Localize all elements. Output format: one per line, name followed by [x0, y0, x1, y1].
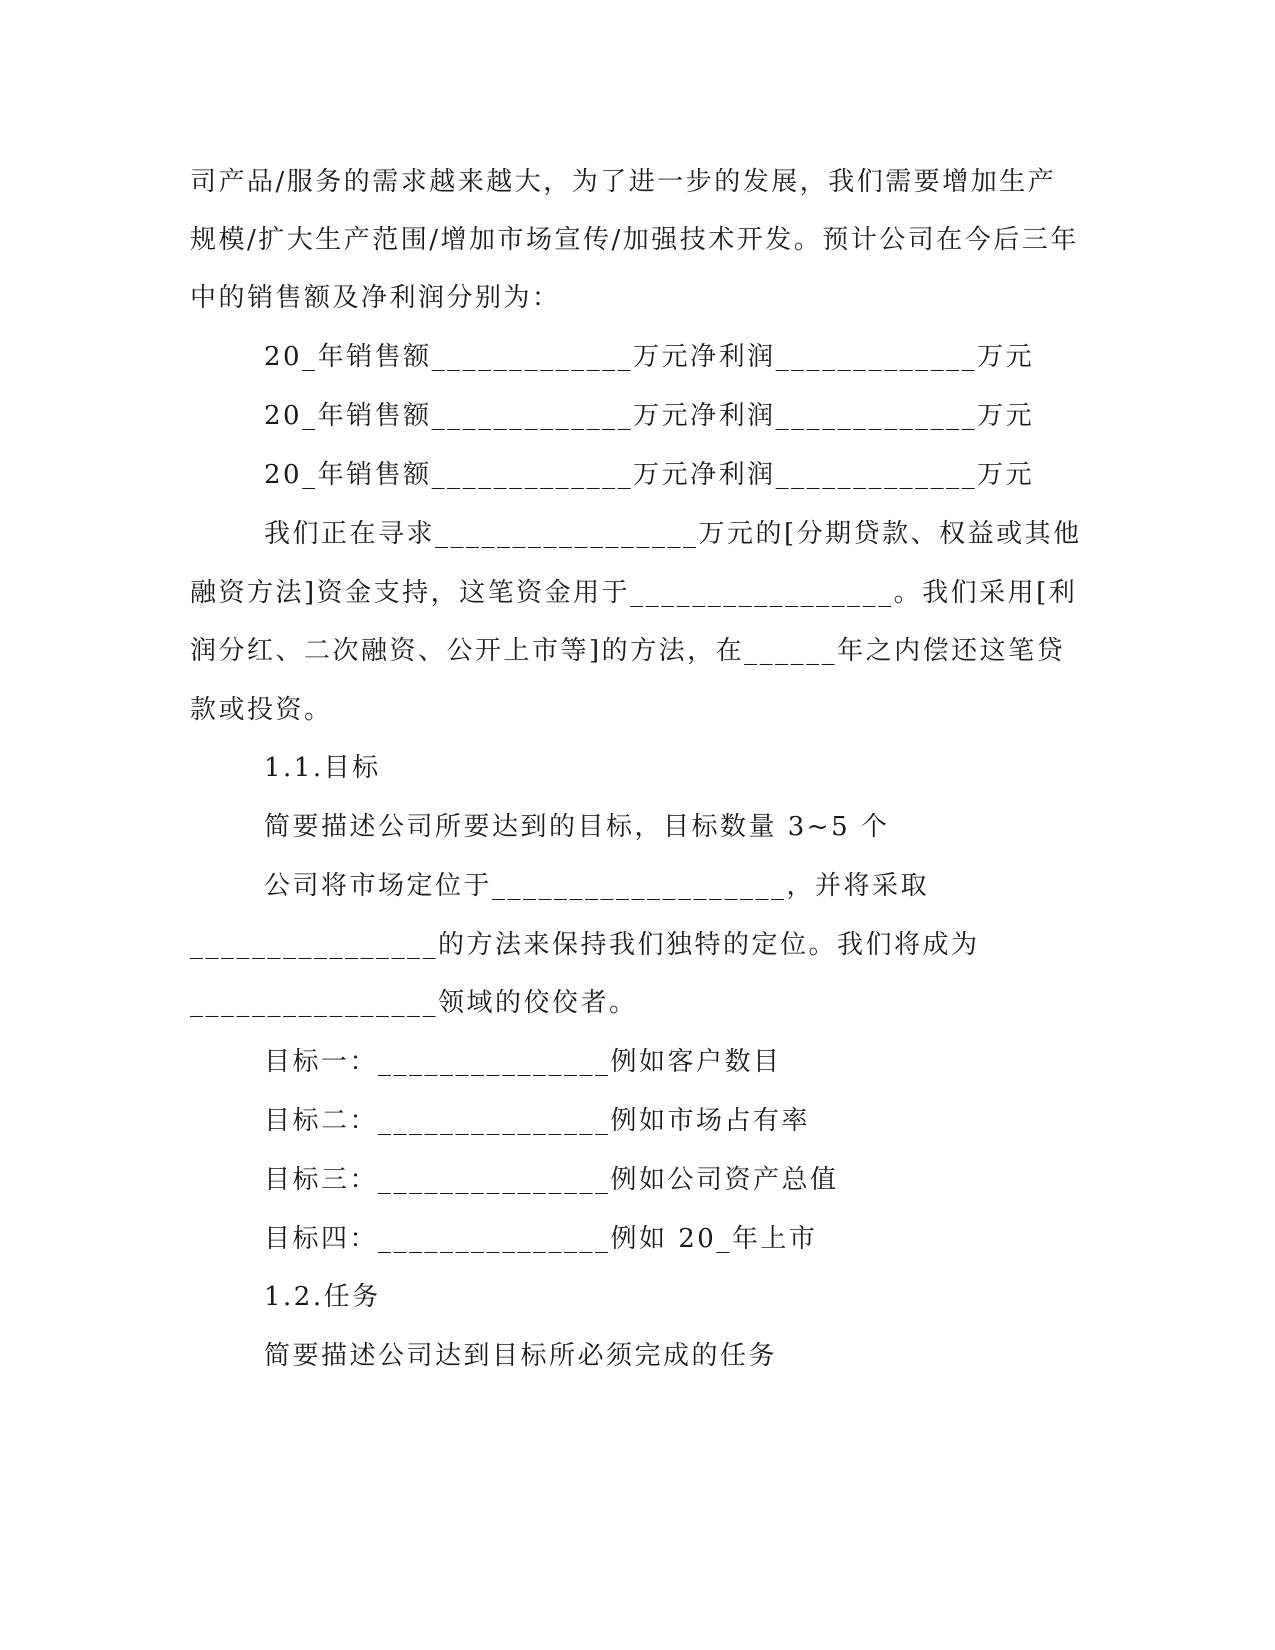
intro-line-3: 中的销售额及净利润分别为： [190, 283, 561, 313]
section-goals-description: 简要描述公司所要达到的目标，目标数量 3~5 个 [264, 812, 890, 842]
financing-line-3: 润分红、二次融资、公开上市等]的方法，在______年之内偿还这笔贷 [190, 636, 1066, 666]
section-goals-heading: 1.1.目标 [264, 753, 381, 783]
forecast-line-3: 20_年销售额_____________万元净利润_____________万元 [264, 460, 1035, 490]
section-tasks-heading: 1.2.任务 [264, 1282, 381, 1312]
goal-line-1: 目标一：_______________例如客户数目 [264, 1047, 782, 1077]
financing-line-1: 我们正在寻求_________________万元的[分期贷款、权益或其他 [264, 519, 1082, 549]
goal-line-3: 目标三：_______________例如公司资产总值 [264, 1165, 839, 1195]
goal-line-2: 目标二：_______________例如市场占有率 [264, 1106, 811, 1136]
intro-line-2: 规模/扩大生产范围/增加市场宣传/加强技术开发。预计公司在今后三年 [190, 225, 1079, 255]
financing-line-4: 款或投资。 [190, 695, 333, 725]
forecast-line-1: 20_年销售额_____________万元净利润_____________万元 [264, 342, 1035, 372]
positioning-line-3: ________________领域的佼佼者。 [190, 988, 638, 1018]
financing-line-2: 融资方法]资金支持，这笔资金用于_________________。我们采用[利 [190, 578, 1078, 608]
positioning-line-2: ________________的方法来保持我们独特的定位。我们将成为 [190, 930, 980, 960]
section-tasks-description: 简要描述公司达到目标所必须完成的任务 [264, 1341, 778, 1371]
intro-line-1: 司产品/服务的需求越来越大，为了进一步的发展，我们需要增加生产 [190, 167, 1057, 197]
positioning-line-1: 公司将市场定位于___________________，并将采取 [264, 871, 930, 901]
forecast-line-2: 20_年销售额_____________万元净利润_____________万元 [264, 401, 1035, 431]
goal-line-4: 目标四：_______________例如 20_年上市 [264, 1224, 818, 1254]
